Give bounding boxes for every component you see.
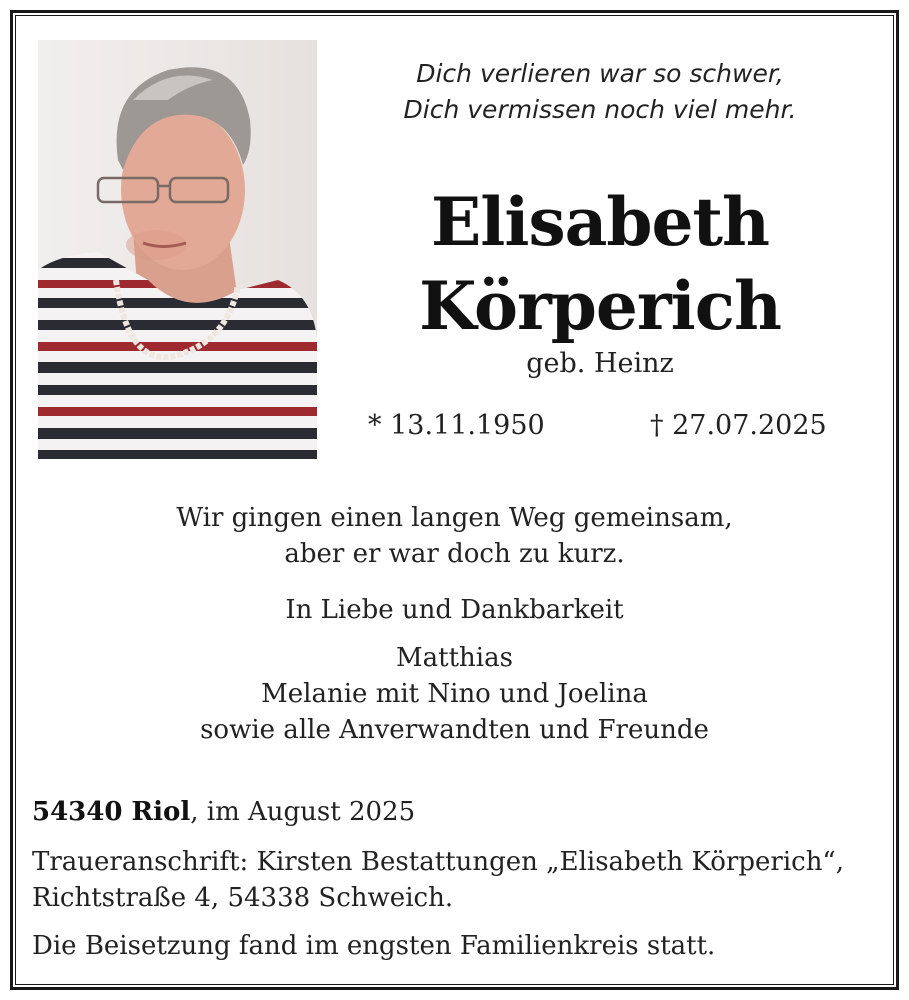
quote	[40, 500, 869, 572]
quote-line-2: aber er war doch zu kurz.	[284, 539, 625, 569]
gratitude-line	[40, 592, 869, 628]
mourner-3: sowie alle Anverwandten und Freunde	[200, 715, 709, 745]
first-name: Elisabeth	[431, 183, 769, 261]
verse-line-1: Dich verlieren war so schwer,	[416, 59, 784, 88]
quote-line-1: Wir gingen einen langen Weg gemeinsam,	[176, 503, 733, 533]
verse-line-2: Dich vermissen noch viel mehr.	[403, 95, 797, 124]
address-line-2: Richtstraße 4, 54338 Schweich.	[32, 883, 454, 913]
gratitude-text: In Liebe und Dankbarkeit	[285, 595, 624, 625]
burial-note-text: Die Beisetzung fand im engsten Familienkreis statt.	[32, 931, 716, 961]
portrait-photo	[38, 40, 317, 459]
last-name: Körperich	[419, 267, 781, 345]
place-date	[32, 794, 882, 830]
mourner-2: Melanie mit Nino und Joelina	[261, 679, 648, 709]
maiden-name: geb. Heinz	[526, 348, 674, 379]
birth-date: * 13.11.1950	[368, 410, 545, 441]
deceased-name	[330, 180, 870, 348]
portrait-illustration	[38, 40, 317, 459]
verse	[330, 56, 870, 128]
mourner-1: Matthias	[396, 643, 513, 673]
address-line-1: Traueranschrift: Kirsten Bestattungen „Elisabeth Körperich“,	[32, 847, 844, 877]
place-month: , im August 2025	[190, 797, 416, 827]
mourners-list	[40, 640, 869, 748]
mourning-address	[32, 844, 882, 916]
death-date: † 27.07.2025	[650, 410, 827, 441]
place-city: 54340 Riol	[32, 797, 191, 827]
burial-note	[32, 928, 882, 964]
